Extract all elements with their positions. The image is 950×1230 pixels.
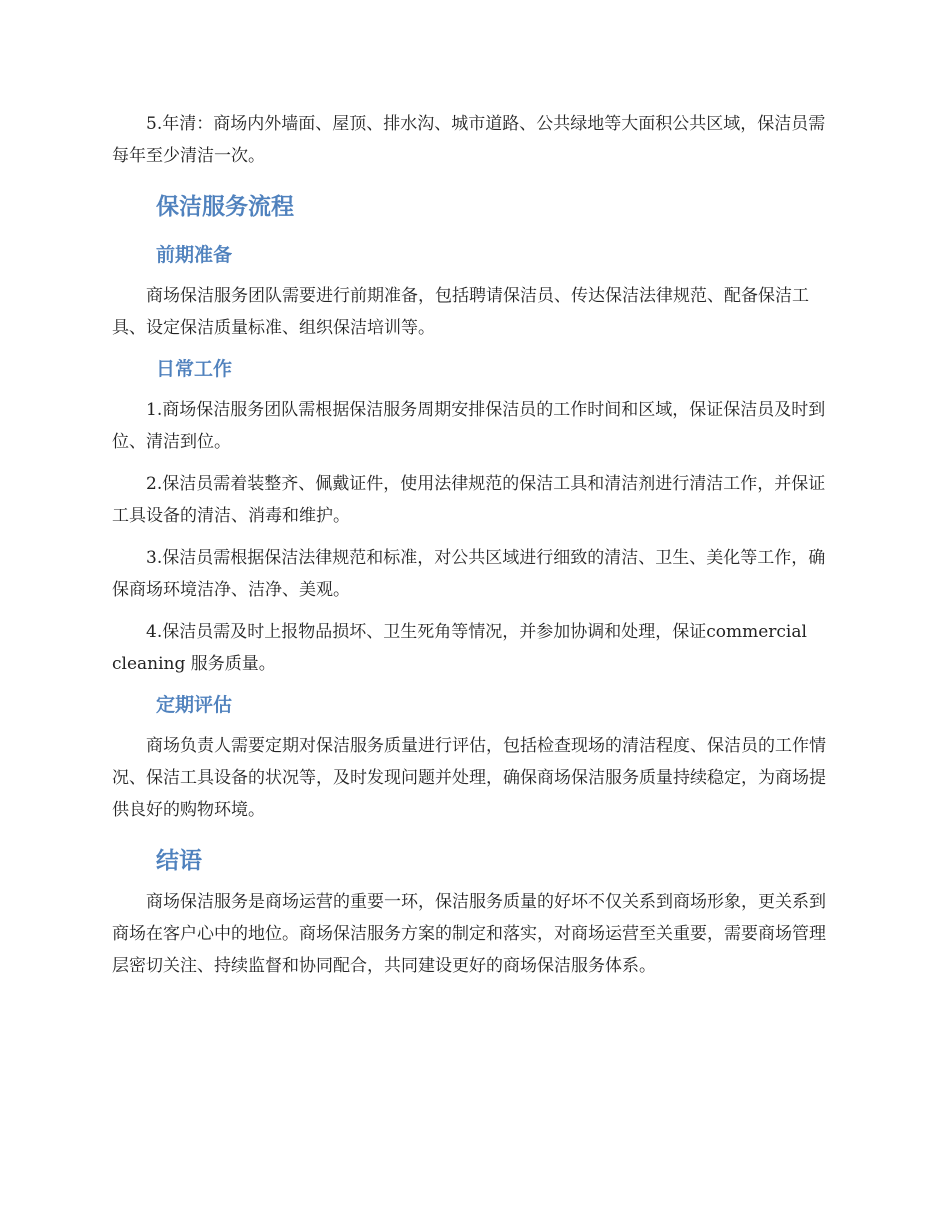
subsection-title-preparation: 前期准备 — [156, 244, 233, 266]
subsection-title-periodic-review: 定期评估 — [156, 694, 233, 716]
subsection-title-daily-work: 日常工作 — [156, 358, 233, 380]
section-title-conclusion: 结语 — [156, 848, 202, 874]
daily-work-item-4: 4.保洁员需及时上报物品损坏、卫生死角等情况，并参加协调和处理，保证commercial cleaning 服务质量。 — [112, 622, 807, 674]
daily-work-item-2: 2.保洁员需着装整齐、佩戴证件，使用法律规范的保洁工具和清洁剂进行清洁工作，并保证工具设备的清洁、消毒和维护。 — [112, 474, 826, 526]
conclusion-paragraph: 商场保洁服务是商场运营的重要一环，保洁服务质量的好坏不仅关系到商场形象，更关系到商场在客户心中的地位。商场保洁服务方案的制定和落实，对商场运营至关重要，需要商场管理层密切关注、持续监督和协同配合，共同建设更好的商场保洁服务体系。 — [112, 892, 826, 976]
annual-cleaning-paragraph: 5.年清：商场内外墙面、屋顶、排水沟、城市道路、公共绿地等大面积公共区域，保洁员需每年至少清洁一次。 — [112, 114, 826, 166]
daily-work-item-1: 1.商场保洁服务团队需根据保洁服务周期安排保洁员的工作时间和区域，保证保洁员及时到位、清洁到位。 — [112, 400, 826, 452]
document-page — [112, 108, 838, 982]
periodic-review-paragraph: 商场负责人需要定期对保洁服务质量进行评估，包括检查现场的清洁程度、保洁员的工作情况、保洁工具设备的状况等，及时发现问题并处理，确保商场保洁服务质量持续稳定，为商场提供良好的购物环境。 — [112, 736, 826, 820]
section-title-cleaning-process: 保洁服务流程 — [156, 194, 294, 220]
daily-work-item-3: 3.保洁员需根据保洁法律规范和标准，对公共区域进行细致的清洁、卫生、美化等工作，确保商场环境洁净、洁净、美观。 — [112, 548, 826, 600]
preparation-paragraph: 商场保洁服务团队需要进行前期准备，包括聘请保洁员、传达保洁法律规范、配备保洁工具、设定保洁质量标准、组织保洁培训等。 — [112, 286, 809, 338]
